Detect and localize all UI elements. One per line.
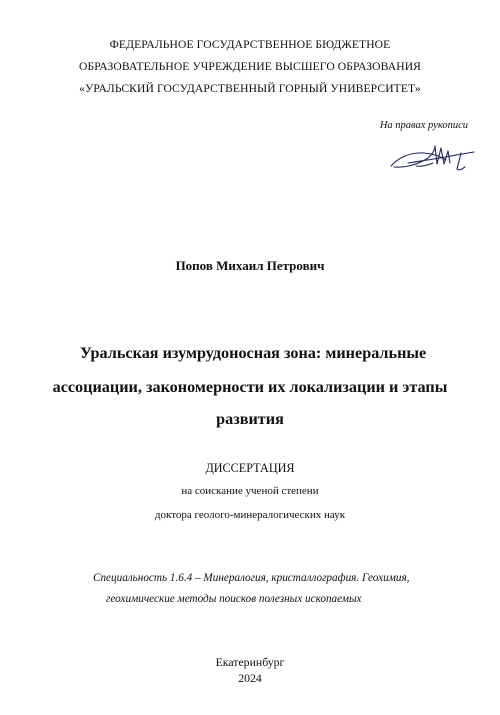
institution-line-3: «УРАЛЬСКИЙ ГОСУДАРСТВЕННЫЙ ГОРНЫЙ УНИВЕРСИТЕТ»	[79, 82, 421, 95]
specialty-line-1: Специальность 1.6.4 – Минералогия, кристаллография. Геохимия,	[93, 572, 410, 584]
institution-line-1: ФЕДЕРАЛЬНОЕ ГОСУДАРСТВЕННОЕ БЮДЖЕТНОЕ	[109, 38, 391, 51]
dissertation-degree-line-1: на соискание ученой степени	[181, 485, 319, 497]
institution-line-2: ОБРАЗОВАТЕЛЬНОЕ УЧРЕЖДЕНИЕ ВЫСШЕГО ОБРАЗОВАНИЯ	[79, 60, 421, 73]
signature-image	[388, 143, 476, 175]
specialty-line-2: геохимические методы поисков полезных ископаемых	[106, 593, 362, 605]
author-name: Попов Михаил Петрович	[175, 258, 325, 273]
title-line-3: развития	[216, 410, 284, 428]
year: 2024	[238, 671, 262, 685]
title-line-2: ассоциации, закономерности их локализации и этапы	[52, 378, 448, 396]
rights-note: На правах рукописи	[379, 120, 468, 131]
dissertation-degree-line-2: доктора геолого-минералогических наук	[154, 509, 346, 521]
city: Екатеринбург	[215, 655, 285, 669]
dissertation-label: ДИССЕРТАЦИЯ	[205, 461, 295, 475]
title-line-1: Уральская изумрудоносная зона: минеральные	[80, 344, 427, 362]
